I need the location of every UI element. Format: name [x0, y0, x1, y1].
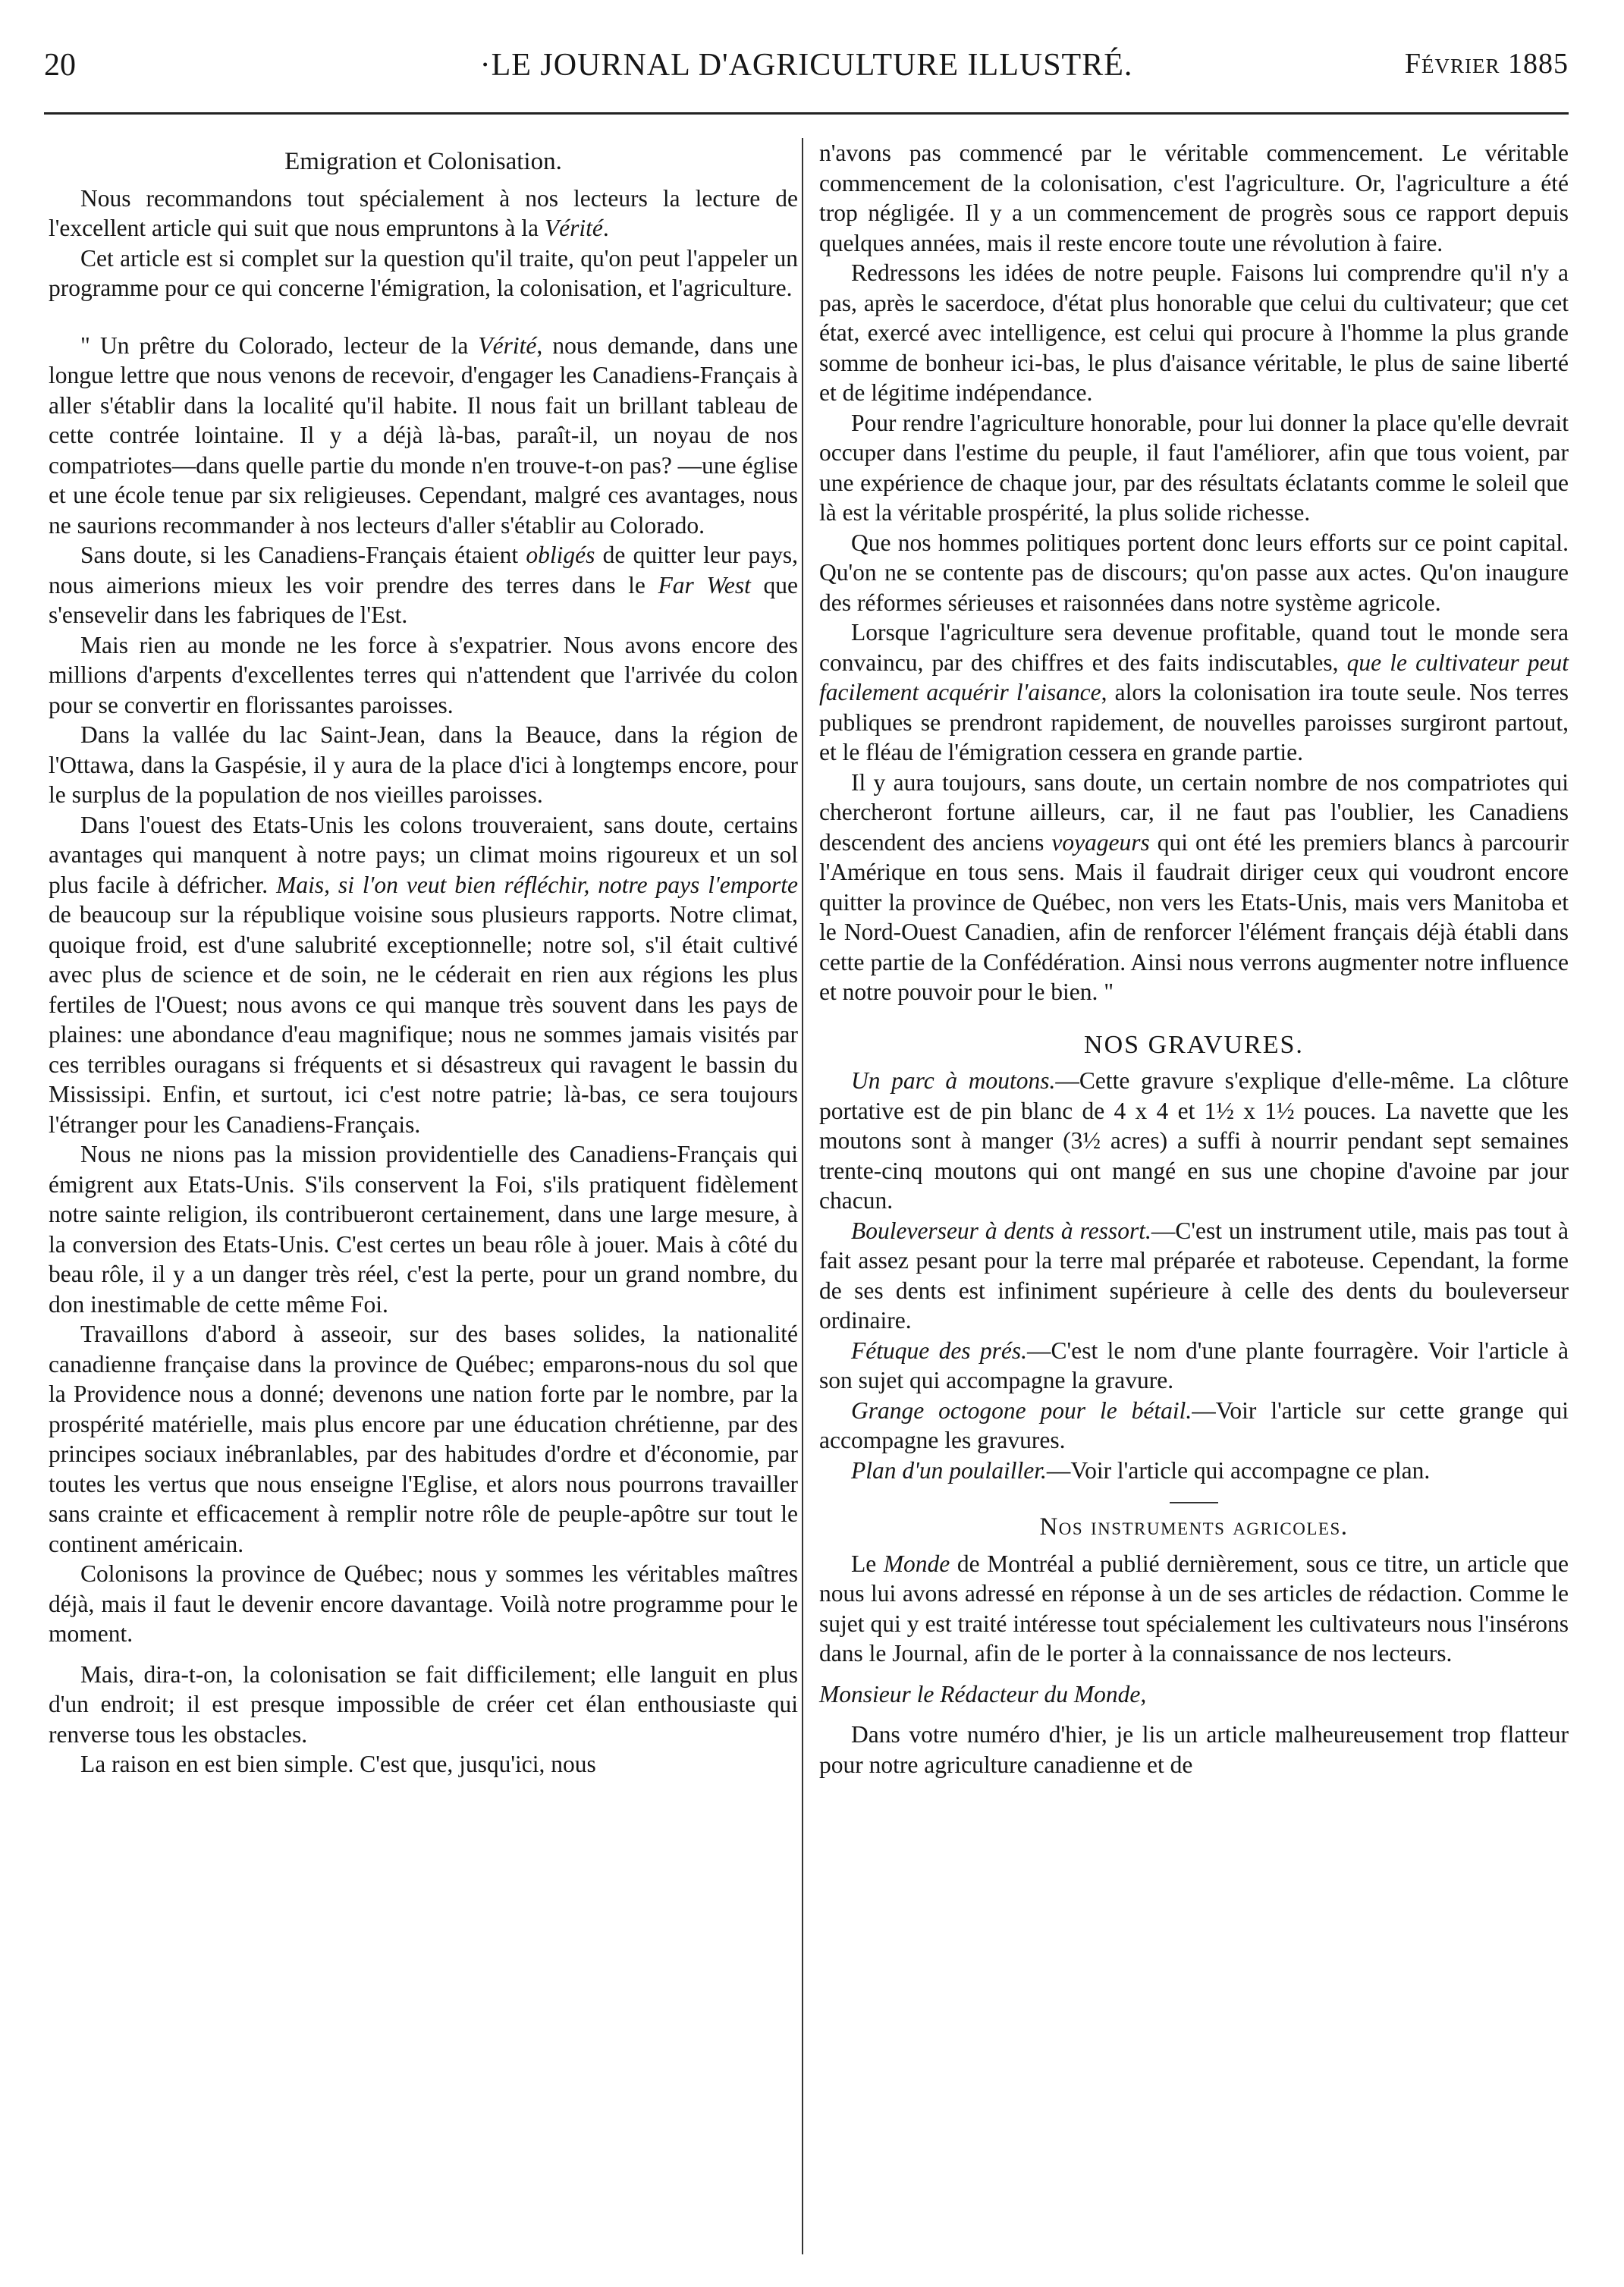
- article-paragraph: Le Monde de Montréal a publié dernièrement, sous ce titre, un article que nous lui avons adressé en réponse à un de ses articles de rédaction. Comme le sujet qui y est traité intéresse tout spécialement les cultivateurs nous l'insérons dans le Journal, afin de le porter à la connaissance de nos lecteurs.: [819, 1550, 1569, 1667]
- gravure-entry: Plan d'un poulailler.—Voir l'article qui accompagne ce plan.: [851, 1456, 1431, 1484]
- article-paragraph: Il y aura toujours, sans doute, un certain nombre de nos compatriotes qui chercheront fortune ailleurs, car, il ne faut pas l'oublier, les Canadiens descendent des anciens voyageurs qui ont été les premiers blancs à parcourir l'Amérique en tous sens. Mais il faudrait diriger ceux qui voudront encore quitter la province de Québec, non vers les Etats-Unis, mais vers Manitoba et le Nord-Ouest Canadien, afin de renforcer l'élément français déjà établi dans cette partie de la Confédération. Ainsi nous verrons augmenter notre influence et notre pouvoir pour le bien. ": [819, 768, 1569, 1005]
- article-paragraph: " Un prêtre du Colorado, lecteur de la Vérité, nous demande, dans une longue lettre que nous venons de recevoir, d'engager les Canadiens-Français à aller s'établir dans la localité qu'il habite. Il nous fait un brillant tableau de cette contrée lointaine. Il y a déjà là-bas, paraît-il, un noyau de nos compatriotes—dans quelle partie du monde n'en trouve-t-on pas? —une église et une école tenue par six religieuses. Cependant, malgré ces avantages, nous ne saurions recommander à nos lecteurs d'aller s'établir au Colorado.: [49, 331, 799, 539]
- article-paragraph: Mais, dira-t-on, la colonisation se fait difficilement; elle languit en plus d'un endroit; il est presque impossible de créer cet élan enthousiaste qui renverse tous les obstacles.: [49, 1660, 798, 1748]
- right-column: [819, 138, 1569, 1780]
- article-paragraph: Sans doute, si les Canadiens-Français étaient obligés de quitter leur pays, nous aimerions mieux les voir prendre des terres dans le Far West que s'ensevelir dans les fabriques de l'Est.: [49, 542, 799, 628]
- intro-paragraph: Cet article est si complet sur la question qu'il traite, qu'on peut l'appeler un programme pour ce qui concerne l'émigration, la colonisation, et l'agriculture.: [49, 244, 798, 301]
- article-paragraph: n'avons pas commencé par le véritable commencement. Le véritable commencement de la colonisation, c'est l'agriculture. Or, l'agriculture a été trop négligée. Il y a un commencement de progrès sous ce rapport depuis quelques années, mais il reste encore toute une révolution à faire.: [819, 140, 1569, 256]
- source-name: Vérité: [544, 215, 603, 241]
- article-paragraph: Nous ne nions pas la mission providentielle des Canadiens-Français qui émigrent aux Etats-Unis. S'ils conservent la Foi, s'ils pratiquent fidèlement notre sainte religion, ils contribueront certainement, dans une large mesure, à la conversion des Etats-Unis. C'est certes un beau rôle à jouer. Mais à côté du beau rôle, il y a un danger très réel, c'est la perte, pour un grand nombre, du don inestimable de cette même Foi.: [49, 1141, 798, 1318]
- article-paragraph: Lorsque l'agriculture sera devenue profitable, quand tout le monde sera convaincu, par des chiffres et des faits indiscutables, que le cultivateur peut facilement acquérir l'aisance, alors la colonisation ira toute seule. Nos terres publiques se prendront rapidement, de nouvelles paroisses surgiront partout, et le fléau de l'émigration cessera en grande partie.: [819, 619, 1569, 765]
- instruments-heading: Nos instruments agricoles.: [1039, 1513, 1349, 1541]
- article-paragraph: Pour rendre l'agriculture honorable, pour lui donner la place qu'elle devrait occuper dans l'estime du peuple, il faut l'améliorer, afin que tous voient, par une expérience de chaque jour, par des résultats éclatants comme le soleil que là est la véritable prospérité, la plus solide richesse.: [819, 409, 1569, 526]
- letter-salutation: Monsieur le Rédacteur du Monde,: [819, 1680, 1147, 1707]
- article-paragraph: Dans votre numéro d'hier, je lis un article malheureusement trop flatteur pour notre agriculture canadienne et de: [819, 1721, 1569, 1778]
- article-paragraph: Colonisons la province de Québec; nous y sommes les véritables maîtres déjà, mais il faut le devenir encore davantage. Voilà notre programme pour le moment.: [49, 1560, 798, 1647]
- article-paragraph: Que nos hommes politiques portent donc leurs efforts sur ce point capital. Qu'on ne se contente pas de discours; qu'on passe aux actes. Qu'on inaugure des réformes sérieuses et raisonnées dans notre système agricole.: [819, 529, 1569, 616]
- gravure-entry: Fétuque des prés.—C'est le nom d'une plante fourragère. Voir l'article à son sujet qui accompagne la gravure.: [819, 1337, 1569, 1393]
- issue-date: Février 1885: [1404, 48, 1569, 80]
- page-number: 20: [44, 48, 76, 83]
- column-divider: [802, 138, 803, 2254]
- spacer: [49, 303, 798, 331]
- left-column: [49, 138, 798, 1780]
- article-paragraph: Dans la vallée du lac Saint-Jean, dans la Beauce, dans la région de l'Ottawa, dans la Gaspésie, il y aura de la place d'ici à longtemps encore, pour le surplus de la population de nos vieilles paroisses.: [49, 721, 798, 808]
- article-paragraph: La raison en est bien simple. C'est que, jusqu'ici, nous: [80, 1751, 596, 1777]
- page-header: [44, 47, 1569, 93]
- gravure-entry: Bouleverseur à dents à ressort.—C'est un instrument utile, mais pas tout à fait assez pesant pour la terre mal préparée et raboteuse. Cependant, la forme de ses dents est infiniment supérieure à celle des dents du bouleverseur ordinaire.: [819, 1217, 1569, 1334]
- article-title: Emigration et Colonisation.: [284, 148, 562, 175]
- header-rule: [44, 112, 1569, 115]
- article-paragraph: Dans l'ouest des Etats-Unis les colons trouveraient, sans doute, certains avantages qui manquent à notre pays; un climat moins rigoureux et un sol plus facile à défricher. Mais, si l'on veut bien réfléchir, notre pays l'emporte de beaucoup sur la république voisine sous plusieurs rapports. Notre climat, quoique froid, est d'une salubrité exceptionnelle; notre sol, s'il était cultivé avec plus de science et de soin, ne le céderait en rien aux régions les plus fertiles de l'Ouest; nous avons ce qui manque très souvent dans les pays de plaines: une abondance d'eau magnifique; nous ne sommes jamais visités par ces terribles ouragans si fréquents et si désastreux qui ravagent le bassin du Mississipi. Enfin, et surtout, ici c'est notre patrie; là-bas, ce sera toujours l'étranger pour les Canadiens-Français.: [49, 811, 798, 1138]
- intro-paragraph: Nous recommandons tout spécialement à nos lecteurs la lecture de l'excellent article qui suit que nous empruntons à la Vérité.: [49, 184, 798, 241]
- journal-title: ·LE JOURNAL D'AGRICULTURE ILLUSTRÉ.: [479, 48, 1133, 83]
- article-paragraph: Mais rien au monde ne les force à s'expatrier. Nous avons encore des millions d'arpents d'excellentes terres qui n'attendent que l'arrivée du colon pour se convertir en florissantes paroisses.: [49, 631, 798, 718]
- article-paragraph: Travaillons d'abord à asseoir, sur des bases solides, la nationalité canadienne française dans la province de Québec; emparons-nous du sol que la Providence nous a donné; devenons une nation forte par le nombre, par la prospérité matérielle, mais plus encore par une éducation chrétienne, par des principes sociaux inébranlables, par des habitudes d'ordre et d'économie, par toutes les vertus que nous enseigne l'Eglise, et alors nous pourrons travailler sans crainte et efficacement à remplir notre rôle de peuple-apôtre sur tout le continent américain.: [49, 1321, 798, 1557]
- article-paragraph: Redressons les idées de notre peuple. Faisons lui comprendre qu'il n'y a pas, après le sacerdoce, d'état plus honorable que celui du cultivateur; que cet état, exercé avec intelligence, est celui qui procure à l'homme la plus grande somme de bonheur ici-bas, le plus d'aisance véritable, le plus de saine liberté et de légitime indépendance.: [819, 259, 1569, 406]
- section-rule: [1170, 1502, 1218, 1503]
- gravure-entry: Grange octogone pour le bétail.—Voir l'article sur cette grange qui accompagne les gravures.: [819, 1396, 1569, 1453]
- gravures-heading: NOS GRAVURES.: [1084, 1030, 1304, 1059]
- gravure-entry: Un parc à moutons.—Cette gravure s'explique d'elle-même. La clôture portative est de pin blanc de 4 x 4 et 1½ x 1½ pouces. La navette que les moutons sont à manger (3½ acres) a suffi à nourrir pendant sept semaines trente-cinq moutons qui ont mangé en sus une chopine d'avoine par jour chacun.: [819, 1067, 1569, 1214]
